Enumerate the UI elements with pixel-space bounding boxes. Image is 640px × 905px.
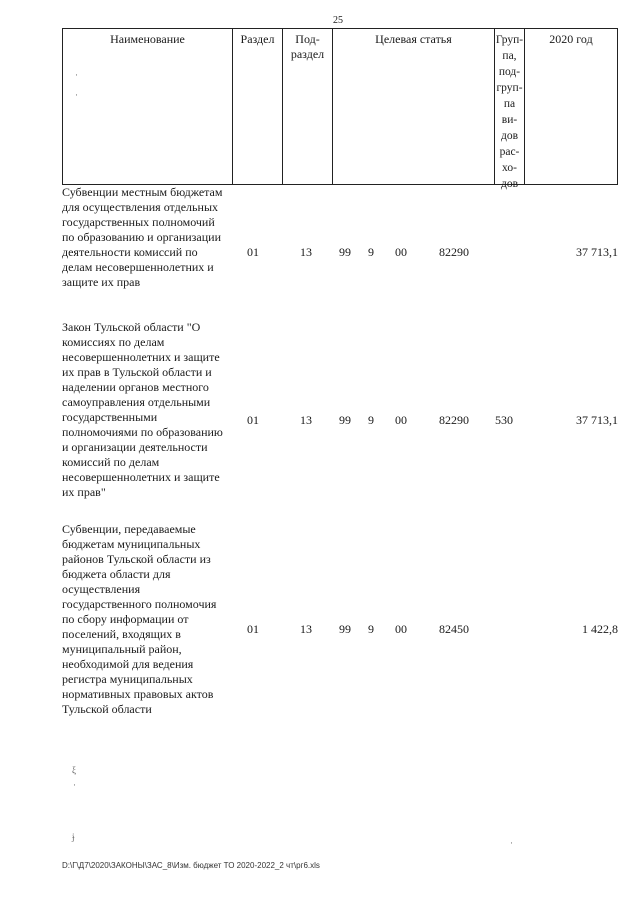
cell-podrazdel: 13 bbox=[300, 622, 312, 636]
cell-amount: 1 422,8 bbox=[582, 622, 618, 636]
header-gruppa-line: па ви- bbox=[501, 98, 518, 126]
description-line: несовершеннолетних и защите bbox=[62, 350, 220, 364]
header-gruppa-line: па, bbox=[502, 50, 517, 62]
header-celevaya-statya: Целевая статья bbox=[332, 29, 494, 184]
description-line: бюджета области для bbox=[62, 567, 171, 581]
description-line: по сбору информации от bbox=[62, 612, 189, 626]
cell-cs-direction: 82290 bbox=[439, 245, 469, 259]
description-line: Субвенции местным бюджетам bbox=[62, 185, 223, 199]
description-line: полномочиями по образованию bbox=[62, 425, 223, 439]
cell-podrazdel: 13 bbox=[300, 245, 312, 259]
description-line: Закон Тульской области "О bbox=[62, 320, 201, 334]
description-line: защите их прав bbox=[62, 275, 141, 289]
row-description bbox=[62, 522, 234, 717]
header-gruppa-line: дов bbox=[500, 178, 519, 190]
cell-cs-subprogram: 9 bbox=[368, 622, 374, 636]
description-line: поселений, входящих в bbox=[62, 627, 181, 641]
description-line: их прав в Тульской области и bbox=[62, 365, 212, 379]
description-line: деятельности комиссий по bbox=[62, 245, 198, 259]
description-line: государственных полномочий bbox=[62, 215, 215, 229]
description-line: несовершеннолетних и защите bbox=[62, 470, 220, 484]
scan-speck: · bbox=[510, 838, 513, 848]
header-gruppa-line: под- bbox=[498, 66, 521, 78]
header-podrazdel bbox=[282, 29, 332, 184]
cell-cs-event: 00 bbox=[395, 245, 407, 259]
description-line: Субвенции, передаваемые bbox=[62, 522, 196, 536]
cell-razdel: 01 bbox=[247, 622, 259, 636]
header-gruppa-line: Груп- bbox=[495, 34, 524, 46]
cell-cs-event: 00 bbox=[395, 622, 407, 636]
header-gruppa-line: рас- bbox=[499, 146, 520, 158]
page-number: 25 bbox=[333, 15, 343, 26]
cell-razdel: 01 bbox=[247, 413, 259, 427]
scan-speck: · bbox=[75, 90, 78, 100]
description-line: районов Тульской области из bbox=[62, 552, 211, 566]
description-line: бюджетам муниципальных bbox=[62, 537, 201, 551]
header-gruppa-line: хо- bbox=[502, 162, 517, 174]
cell-cs-subprogram: 9 bbox=[368, 413, 374, 427]
scan-speck: ɉ bbox=[72, 832, 75, 842]
table-row bbox=[62, 522, 618, 722]
description-line: осуществления bbox=[62, 582, 141, 596]
header-year: 2020 год bbox=[524, 29, 618, 184]
file-path-footer: D:\Г\Д7\2020\ЗАКОНЫ\ЗАС_8\Изм. бюджет ТО 2020-2022_2 чт\рг6.xls bbox=[62, 861, 320, 870]
table-row bbox=[62, 320, 618, 505]
cell-cs-program: 99 bbox=[339, 245, 351, 259]
description-line: Тульской области bbox=[62, 702, 152, 716]
row-description bbox=[62, 320, 234, 500]
cell-cs-direction: 82450 bbox=[439, 622, 469, 636]
description-line: по образованию и организации bbox=[62, 230, 222, 244]
description-line: их прав" bbox=[62, 485, 106, 499]
description-line: государственного полномочия bbox=[62, 597, 217, 611]
cell-gruppa: 530 bbox=[495, 413, 513, 427]
cell-razdel: 01 bbox=[247, 245, 259, 259]
header-podrazdel-line: раздел bbox=[290, 47, 325, 61]
cell-cs-direction: 82290 bbox=[439, 413, 469, 427]
table-header bbox=[62, 28, 618, 190]
header-podrazdel-line: Под- bbox=[295, 32, 320, 46]
description-line: делам несовершеннолетних и bbox=[62, 260, 214, 274]
budget-table bbox=[62, 28, 618, 190]
scan-speck: · bbox=[73, 780, 76, 790]
cell-cs-subprogram: 9 bbox=[368, 245, 374, 259]
cell-amount: 37 713,1 bbox=[576, 413, 618, 427]
description-line: комиссиях по делам bbox=[62, 335, 165, 349]
description-line: и организации деятельности bbox=[62, 440, 208, 454]
description-line: для осуществления отдельных bbox=[62, 200, 219, 214]
description-line: регистра муниципальных bbox=[62, 672, 193, 686]
description-line: государственными bbox=[62, 410, 158, 424]
description-line: нормативных правовых актов bbox=[62, 687, 214, 701]
header-razdel: Раздел bbox=[232, 29, 282, 184]
cell-podrazdel: 13 bbox=[300, 413, 312, 427]
description-line: наделении органов местного bbox=[62, 380, 209, 394]
row-description bbox=[62, 185, 234, 290]
header-gruppa-line: груп- bbox=[496, 82, 523, 94]
scan-speck: · bbox=[75, 70, 78, 80]
cell-cs-program: 99 bbox=[339, 413, 351, 427]
table-row bbox=[62, 185, 618, 295]
description-line: комиссий по делам bbox=[62, 455, 160, 469]
description-line: муниципальный район, bbox=[62, 642, 182, 656]
cell-cs-event: 00 bbox=[395, 413, 407, 427]
header-gruppa-line: дов bbox=[500, 130, 519, 142]
header-name: Наименование bbox=[62, 29, 232, 184]
scan-speck: ξ bbox=[72, 765, 77, 775]
cell-amount: 37 713,1 bbox=[576, 245, 618, 259]
description-line: необходимой для ведения bbox=[62, 657, 194, 671]
header-gruppa bbox=[494, 29, 524, 190]
description-line: самоуправления отдельными bbox=[62, 395, 211, 409]
cell-cs-program: 99 bbox=[339, 622, 351, 636]
